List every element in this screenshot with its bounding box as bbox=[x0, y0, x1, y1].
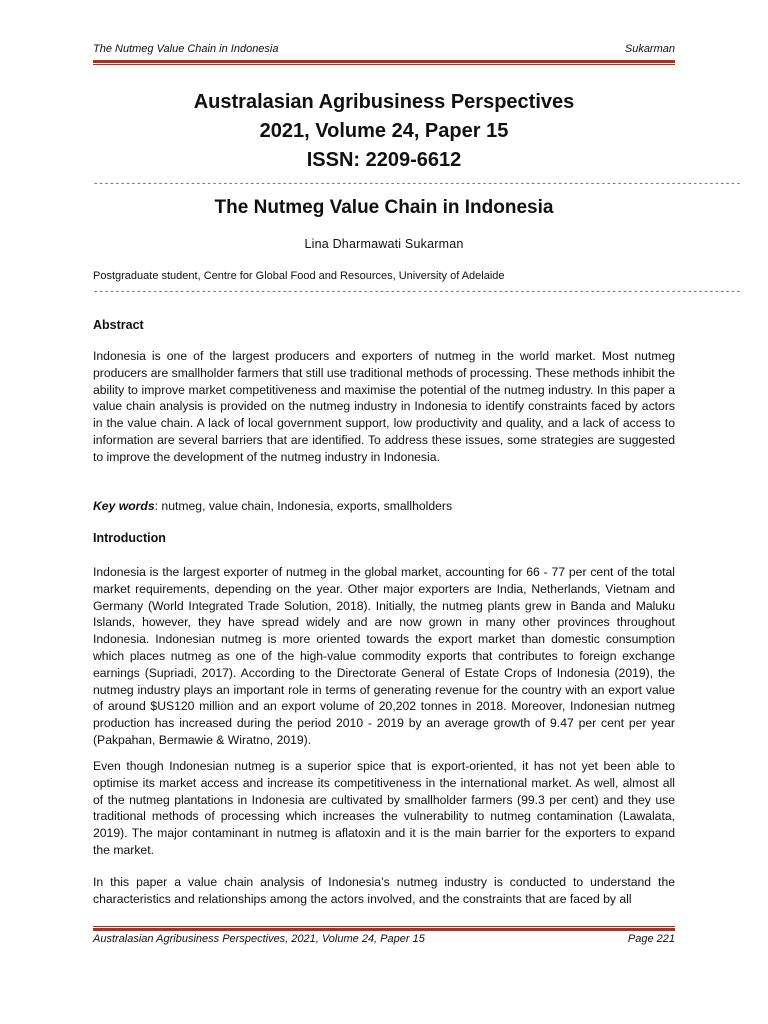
article-title: The Nutmeg Value Chain in Indonesia bbox=[214, 197, 554, 218]
introduction-heading: Introduction bbox=[93, 531, 166, 545]
journal-name: Australasian Agribusiness Perspectives bbox=[193, 91, 575, 113]
abstract-text: Indonesia is one of the largest producers and exporters of nutmeg in the world market. Most nutmeg producers are smallholder farmers that still use traditional methods of processing. These methods inhibit the ability to improve market competitiveness and maximise the potential of the nutmeg industry. In this paper a value chain analysis is provided on the nutmeg industry in Indonesia to identify constraints faced by actors in the value chain. A lack of local government support, low productivity and quality, and a lack of access to information are several barriers that are identified. To address these issues, some strategies are suggested to improve the development of the nutmeg industry in Indonesia. bbox=[93, 349, 675, 464]
running-header bbox=[93, 43, 675, 61]
article-author: Lina Dharmawati Sukarman bbox=[304, 237, 464, 251]
dashed-divider-top: ------------------------------------------------------------------------------------------------------------------------ bbox=[93, 179, 742, 189]
running-footer bbox=[93, 933, 675, 949]
footer-rule bbox=[93, 926, 675, 931]
running-footer-citation: Australasian Agribusiness Perspectives, 2021, Volume 24, Paper 15 bbox=[93, 933, 425, 945]
keywords bbox=[93, 498, 675, 515]
journal-issn: ISSN: 2209-6612 bbox=[306, 149, 462, 171]
abstract-heading: Abstract bbox=[93, 318, 144, 332]
keywords-text: : nutmeg, value chain, Indonesia, exports, smallholders bbox=[154, 499, 453, 513]
page-number: Page 221 bbox=[627, 933, 675, 945]
author-affiliation: Postgraduate student, Centre for Global Food and Resources, University of Adelaide bbox=[93, 270, 505, 282]
journal-info bbox=[93, 88, 675, 175]
keywords-label: Key words bbox=[93, 499, 155, 513]
dashed-divider-bottom: ------------------------------------------------------------------------------------------------------------------------ bbox=[93, 287, 742, 297]
header-rule bbox=[93, 60, 675, 65]
introduction-paragraph-3: In this paper a value chain analysis of Indonesia’s nutmeg industry is conducted to understand the characteristics and relationships among the actors involved, and the constraints that are faced by all bbox=[93, 875, 675, 906]
journal-volume: 2021, Volume 24, Paper 15 bbox=[259, 120, 509, 142]
introduction-paragraph-2: Even though Indonesian nutmeg is a superior spice that is export-oriented, it has not yet been able to optimise its market access and increase its competitiveness in the international market. As well, almost all of the nutmeg plantations in Indonesia are cultivated by smallholder farmers (99.3 per cent) and they use traditional methods of processing which increases the vulnerability to nutmeg contamination (Lawalata, 2019). The major contaminant in nutmeg is aflatoxin and it is the main barrier for the exporters to expand the market. bbox=[93, 759, 675, 857]
running-header-title: The Nutmeg Value Chain in Indonesia bbox=[93, 43, 279, 55]
running-header-author: Sukarman bbox=[624, 43, 675, 55]
introduction-paragraph-1: Indonesia is the largest exporter of nutmeg in the global market, accounting for 66 - 77 per cent of the total market requirements, depending on the year. Other major exporters are India, Netherlands, Vietnam and Germany (World Integrated Trade Solution, 2018). Initially, the nutmeg plants grew in Banda and Maluku Islands, however, they have spread widely and are now grown in many other provinces throughout Indonesia. Indonesian nutmeg is more oriented towards the export market than domestic consumption which places nutmeg as one of the high-value commodity exports that contributes to foreign exchange earnings (Supriadi, 2017). According to the Directorate General of Estate Crops of Indonesia (2019), the nutmeg industry plays an important role in terms of generating revenue for the country with an export value of around $US120 million and an export volume of 20,202 tonnes in 2018. Moreover, Indonesian nutmeg production has increased during the period 2010 - 2019 by an average growth of 9.47 per cent per year (Pakpahan, Bermawie & Wiratno, 2019). bbox=[93, 565, 675, 747]
